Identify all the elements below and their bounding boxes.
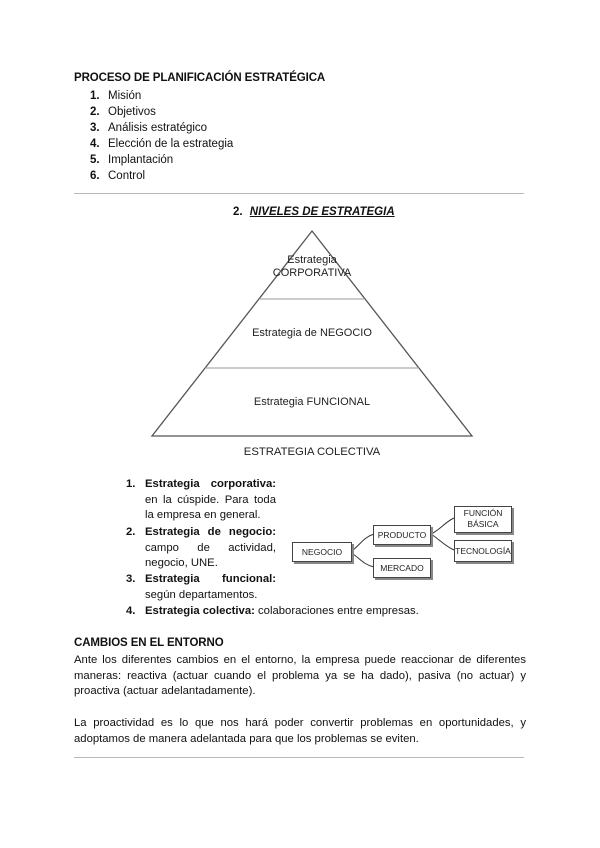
list-item: 4. Elección de la estrategia [90, 138, 234, 150]
list-item: 2. Objetivos [90, 106, 156, 118]
list-item: 6. Control [90, 170, 146, 182]
connector-negocio-mercado [350, 552, 374, 567]
process-title: PROCESO DE PLANIFICACIÓN ESTRATÉGICA [74, 72, 326, 84]
list-item: 5. Implantación [90, 154, 174, 166]
mercado-box: MERCADO [373, 558, 431, 578]
tecnologia-box: TECNOLOGÍA [454, 540, 512, 562]
list-item: 3. Análisis estratégico [90, 122, 208, 134]
connector-producto-tecnologia [431, 534, 454, 550]
negocio-box: NEGOCIO [292, 542, 352, 562]
changes-paragraph-1: Ante los diferentes cambios en el entorno, la empresa puede reaccionar de diferentes maneras: reactiva (actuar cuando el problema ya se ha dado), pasiva (no actuar) y proactiva (actuar adelantadamente). [74, 654, 526, 697]
connector-producto-funcion [431, 518, 454, 534]
connector-negocio-producto [350, 534, 374, 552]
pyramid-level-funcional: Estrategia FUNCIONAL [253, 396, 371, 408]
divider [74, 757, 524, 758]
funcion-basica-box: FUNCIÓN BÁSICA [454, 506, 512, 533]
level-item: 3. Estrategia funcional: según departamentos. [126, 573, 276, 601]
pyramid-level-negocio: Estrategia de NEGOCIO [252, 327, 372, 339]
level-item: 4. Estrategia colectiva: colaboraciones entre empresas. [126, 605, 419, 617]
level-item: 2. Estrategia de negocio: campo de actividad, negocio, UNE. [126, 526, 276, 569]
section-heading: 2. NIVELES DE ESTRATEGIA [233, 206, 395, 218]
divider [74, 193, 524, 194]
pyramid-level-corporativa: Estrategia CORPORATIVA [272, 254, 352, 279]
producto-box: PRODUCTO [373, 525, 431, 545]
list-item: 1. Misión [90, 90, 142, 102]
pyramid-caption: ESTRATEGIA COLECTIVA [243, 446, 381, 458]
changes-paragraph-2: La proactividad es lo que nos hará poder convertir problemas en oportunidades, y adoptamos de manera adelantada para que los problemas se eviten. [74, 717, 526, 745]
changes-title: CAMBIOS EN EL ENTORNO [74, 637, 224, 649]
level-item: 1. Estrategia corporativa: en la cúspide. Para toda la empresa en general. [126, 478, 276, 521]
